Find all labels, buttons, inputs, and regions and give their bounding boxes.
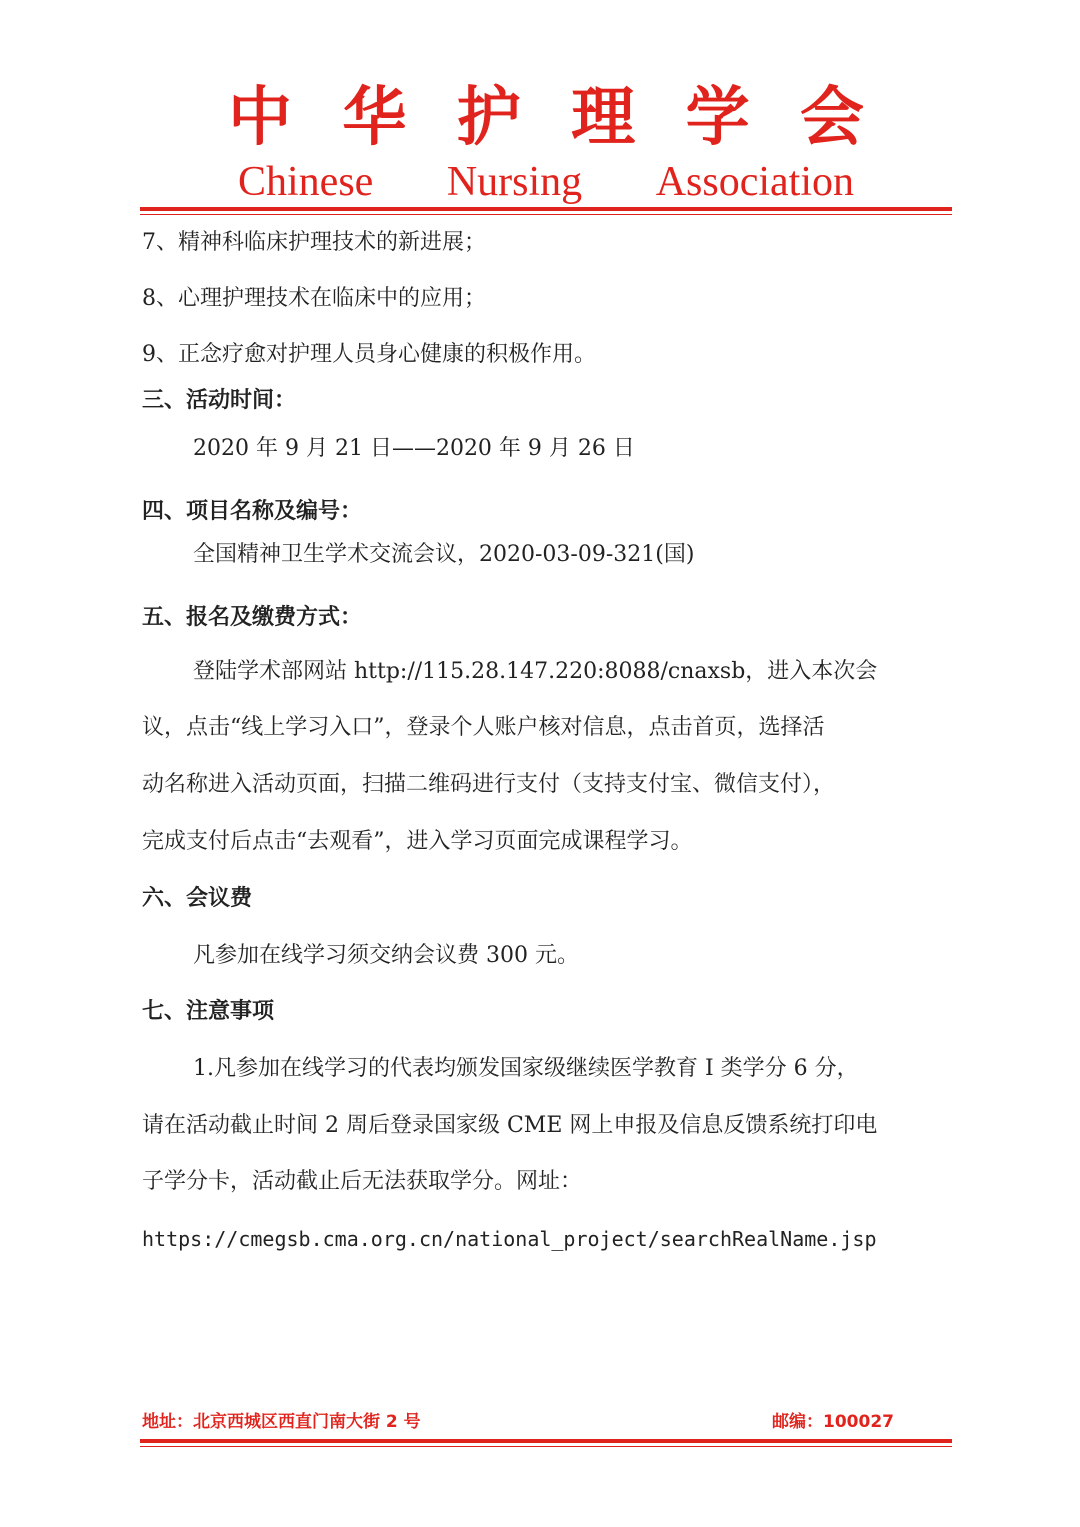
section-heading-time: 三、活动时间： — [142, 388, 297, 413]
header-rule-thick — [140, 207, 952, 211]
letterhead-char: 华 — [342, 81, 407, 155]
fee-text: 凡参加在线学习须交纳会议费 300 元。 — [193, 943, 579, 968]
footer-postcode: 邮编：100027 — [772, 1412, 894, 1432]
cme-url: https://cmegsb.cma.org.cn/national_project/searchRealName.jsp — [142, 1227, 877, 1251]
letterhead-word: Chinese — [238, 159, 374, 205]
paragraph-line: 请在活动截止时间 2 周后登录国家级 CME 网上申报及信息反馈系统打印电 — [142, 1113, 878, 1138]
project-name: 全国精神卫生学术交流会议，2020-03-09-321(国) — [193, 542, 695, 567]
paragraph-line: 登陆学术部网站 http://115.28.147.220:8088/cnaxsb，进入本次会 — [193, 659, 878, 684]
letterhead-subtitle — [140, 158, 952, 206]
list-item: 8、心理护理技术在临床中的应用； — [142, 286, 486, 311]
section-heading-registration: 五、报名及缴费方式： — [142, 605, 363, 630]
letterhead-word: Association — [655, 159, 854, 205]
letterhead-word: Nursing — [446, 159, 583, 205]
paragraph-line: 完成支付后点击“去观看”，进入学习页面完成课程学习。 — [142, 829, 693, 854]
section-heading-notes: 七、注意事项 — [142, 999, 275, 1024]
activity-dates: 2020 年 9 月 21 日——2020 年 9 月 26 日 — [193, 436, 635, 461]
section-heading-fee: 六、会议费 — [142, 886, 253, 911]
header-rule-thin — [140, 214, 952, 215]
paragraph-line: 动名称进入活动页面，扫描二维码进行支付（支持支付宝、微信支付）， — [142, 772, 836, 797]
list-item: 9、正念疗愈对护理人员身心健康的积极作用。 — [142, 342, 596, 367]
footer-address: 地址：北京西城区西直门南大街 2 号 — [142, 1412, 421, 1432]
footer-rule-thin — [140, 1446, 952, 1447]
section-heading-project: 四、项目名称及编号： — [142, 499, 363, 524]
letterhead-char: 会 — [799, 81, 864, 155]
footer-rule-thick — [140, 1439, 952, 1443]
letterhead-title — [140, 82, 952, 154]
list-item: 7、精神科临床护理技术的新进展； — [142, 230, 486, 255]
letterhead-char: 中 — [228, 81, 292, 155]
letterhead-char: 理 — [571, 81, 636, 155]
paragraph-line: 子学分卡，活动截止后无法获取学分。网址： — [142, 1169, 583, 1194]
paragraph-line: 议，点击“线上学习入口”，登录个人账户核对信息，点击首页，选择活 — [142, 715, 825, 740]
letterhead-char: 学 — [685, 81, 750, 155]
letterhead-char: 护 — [456, 81, 521, 155]
paragraph-line: 1.凡参加在线学习的代表均颁发国家级继续医学教育 I 类学分 6 分， — [193, 1056, 859, 1081]
